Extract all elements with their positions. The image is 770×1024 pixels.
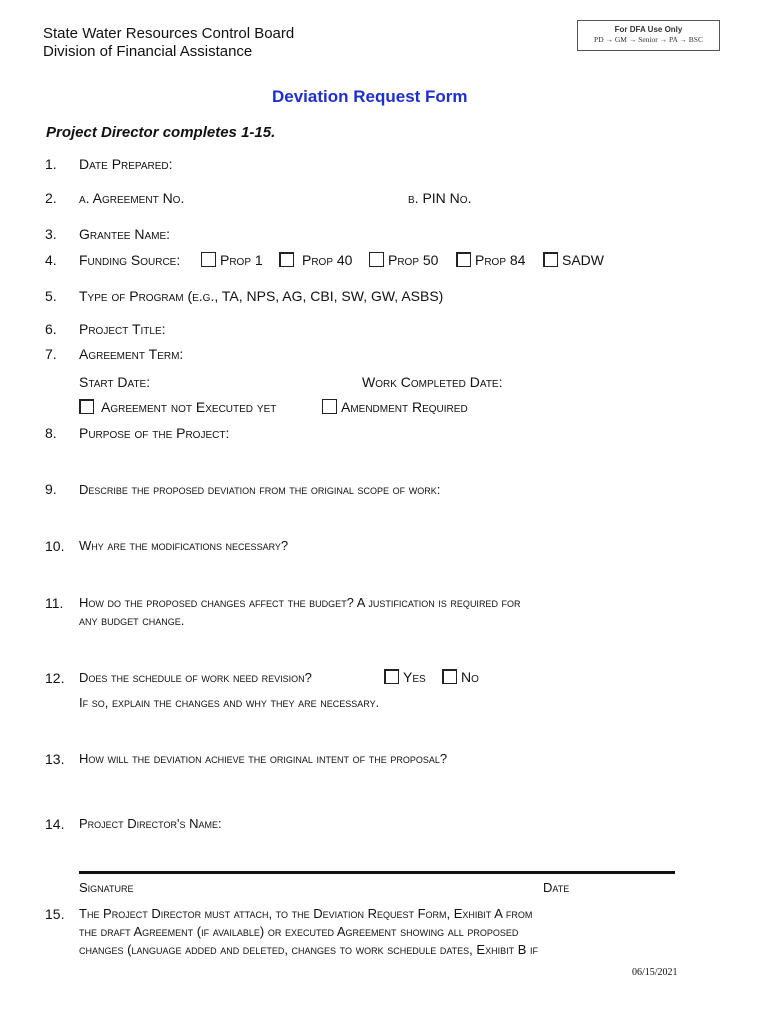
prop-40-label: Prop 40 bbox=[302, 252, 353, 268]
item-10-number: 10. bbox=[45, 538, 65, 554]
prop-84-label: Prop 84 bbox=[475, 252, 526, 268]
item-9-number: 9. bbox=[45, 481, 57, 497]
date-prepared-label: Date Prepared: bbox=[79, 156, 173, 172]
work-completed-date-label: Work Completed Date: bbox=[362, 374, 503, 390]
item-13-number: 13. bbox=[45, 751, 65, 767]
agreement-not-executed-checkbox[interactable] bbox=[79, 399, 94, 414]
division-name: Division of Financial Assistance bbox=[43, 43, 253, 60]
item-14-number: 14. bbox=[45, 816, 65, 832]
project-purpose-label: Purpose of the Project: bbox=[79, 425, 230, 441]
agreement-not-executed-label: Agreement not Executed yet bbox=[101, 399, 277, 415]
item-8-number: 8. bbox=[45, 425, 57, 441]
funding-source-label: Funding Source: bbox=[79, 252, 181, 268]
grantee-name-label: Grantee Name: bbox=[79, 226, 171, 242]
original-intent-label: How will the deviation achieve the original intent of the proposal? bbox=[79, 751, 448, 766]
pin-no-label: b. PIN No. bbox=[408, 190, 472, 206]
schedule-yes-label: Yes bbox=[403, 669, 426, 685]
dfa-box-title: For DFA Use Only bbox=[614, 25, 683, 34]
item-7-number: 7. bbox=[45, 346, 57, 362]
amendment-required-label: Amendment Required bbox=[341, 399, 468, 415]
item-1-number: 1. bbox=[45, 156, 57, 172]
dfa-use-only-box bbox=[577, 20, 720, 51]
budget-effect-label: How do the proposed changes affect the budget? A justification is required for bbox=[79, 595, 521, 610]
schedule-revision-label: Does the schedule of work need revision? bbox=[79, 670, 312, 685]
item-5-number: 5. bbox=[45, 288, 57, 304]
item-6-number: 6. bbox=[45, 321, 57, 337]
agency-name: State Water Resources Control Board bbox=[43, 25, 295, 42]
attachment-instructions-line-3: changes (language added and deleted, changes to work schedule dates, Exhibit B if bbox=[79, 942, 538, 957]
prop-50-checkbox[interactable] bbox=[369, 252, 384, 267]
agreement-term-label: Agreement Term: bbox=[79, 346, 184, 362]
item-12-number: 12. bbox=[45, 670, 65, 686]
prop-1-label: Prop 1 bbox=[220, 252, 263, 268]
sadw-checkbox[interactable] bbox=[543, 252, 558, 267]
budget-effect-label-cont: any budget change. bbox=[79, 613, 185, 628]
signature-label: Signature bbox=[79, 880, 134, 895]
dfa-approval-flow: PD → GM → Senior → PA → BSC bbox=[594, 35, 703, 44]
agreement-no-label: a. Agreement No. bbox=[79, 190, 185, 206]
schedule-yes-checkbox[interactable] bbox=[384, 669, 399, 684]
prop-40-checkbox[interactable] bbox=[279, 252, 294, 267]
program-type-label: Type of Program (e.g., TA, NPS, AG, CBI, SW, GW, ASBS) bbox=[79, 288, 444, 304]
item-11-number: 11. bbox=[45, 595, 64, 611]
proposed-deviation-label: Describe the proposed deviation from the original scope of work: bbox=[79, 482, 441, 497]
signature-line[interactable] bbox=[79, 871, 675, 874]
project-title-label: Project Title: bbox=[79, 321, 166, 337]
schedule-explain-label: If so, explain the changes and why they are necessary. bbox=[79, 695, 380, 710]
attachment-instructions-line-2: the draft Agreement (if available) or executed Agreement showing all proposed bbox=[79, 924, 519, 939]
item-15-number: 15. bbox=[45, 906, 65, 922]
signature-date-label: Date bbox=[543, 880, 570, 895]
project-director-name-label: Project Director's Name: bbox=[79, 816, 222, 831]
prop-1-checkbox[interactable] bbox=[201, 252, 216, 267]
page-title: Deviation Request Form bbox=[272, 87, 468, 106]
schedule-no-checkbox[interactable] bbox=[442, 669, 457, 684]
start-date-label: Start Date: bbox=[79, 374, 151, 390]
prop-50-label: Prop 50 bbox=[388, 252, 439, 268]
schedule-no-label: No bbox=[461, 669, 479, 685]
prop-84-checkbox[interactable] bbox=[456, 252, 471, 267]
revision-date: 06/15/2021 bbox=[632, 967, 678, 978]
item-2-number: 2. bbox=[45, 190, 57, 206]
attachment-instructions-line-1: The Project Director must attach, to the Deviation Request Form, Exhibit A from bbox=[79, 906, 533, 921]
sadw-label: SADW bbox=[562, 252, 604, 268]
modifications-necessary-label: Why are the modifications necessary? bbox=[79, 538, 289, 553]
amendment-required-checkbox[interactable] bbox=[322, 399, 337, 414]
item-4-number: 4. bbox=[45, 252, 57, 268]
item-3-number: 3. bbox=[45, 226, 57, 242]
instructions-intro: Project Director completes 1-15. bbox=[46, 124, 276, 141]
